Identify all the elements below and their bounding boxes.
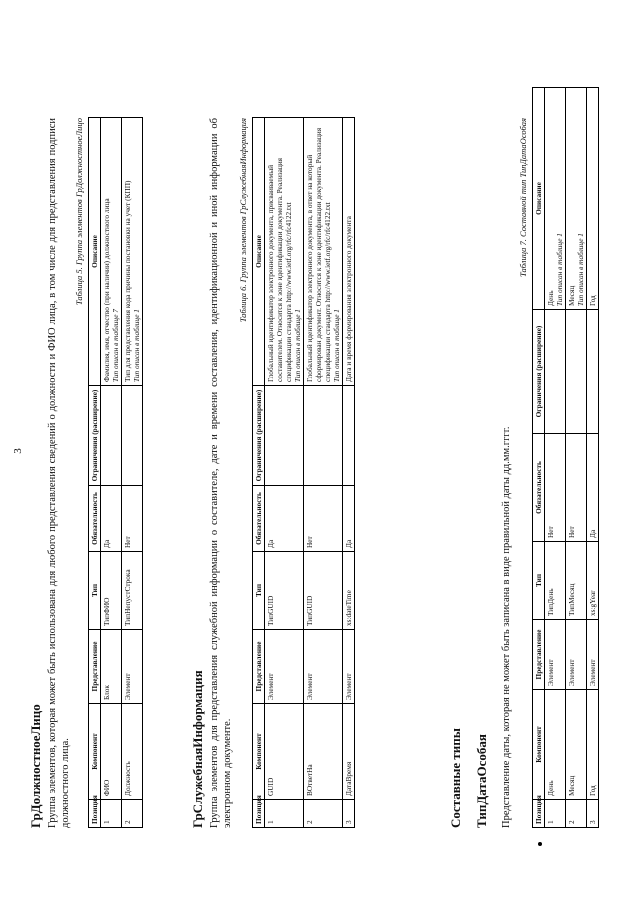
column-header: Позиция xyxy=(89,800,101,828)
cell-comp: ДатаВремя xyxy=(343,704,355,800)
page-number: 3 xyxy=(12,448,24,454)
description-line: Тип описан в таблице 7 xyxy=(111,309,120,382)
description-line: Тип для представления кода причины постановки на учет (КПП) xyxy=(123,180,132,382)
cell-desc xyxy=(343,118,355,386)
column-header: Описание xyxy=(533,88,545,310)
column-header: Обязательность xyxy=(253,486,265,552)
column-header: Ограничения (расширение) xyxy=(89,386,101,486)
cell-rep: Элемент xyxy=(545,620,566,690)
cell-limit xyxy=(304,386,343,486)
cell-limit xyxy=(566,310,587,434)
column-header: Описание xyxy=(89,118,101,386)
cell-type: ТипДень xyxy=(545,542,566,620)
column-header: Компонент xyxy=(89,704,101,800)
section-title-grsluzhebnayainformaciya: ГрСлужебнаяИнформация xyxy=(190,670,205,828)
section-title-grdolzhnostnoelico: ГрДолжностноеЛицо xyxy=(28,704,43,828)
column-header: Представление xyxy=(533,620,545,690)
table-row xyxy=(587,88,599,828)
cell-pos: 2 xyxy=(122,800,143,828)
cell-limit xyxy=(587,310,599,434)
description-line: Тип описан в таблице 1 xyxy=(576,233,585,306)
cell-type: ТипФИО xyxy=(101,552,122,630)
cell-limit xyxy=(122,386,143,486)
cell-comp: Месяц xyxy=(566,690,587,800)
column-header: Тип xyxy=(89,552,101,630)
description-line: Дата и время формирования электронного документа xyxy=(344,216,353,382)
description-line: Фамилия, имя, отчество (при наличии) должностного лица xyxy=(102,198,111,382)
cell-req: Нет xyxy=(122,486,143,552)
table-header-row xyxy=(89,118,101,828)
column-header: Ограничения (расширение) xyxy=(533,310,545,434)
cell-pos: 3 xyxy=(343,800,355,828)
description-line: Тип описан в таблице 1 xyxy=(132,309,141,382)
cell-desc xyxy=(101,118,122,386)
cell-pos: 2 xyxy=(304,800,343,828)
table-5 xyxy=(88,117,143,828)
cell-req: Нет xyxy=(566,434,587,542)
column-header: Обязательность xyxy=(89,486,101,552)
column-header: Компонент xyxy=(533,690,545,800)
cell-rep: Элемент xyxy=(304,630,343,704)
table-header-row xyxy=(533,88,545,828)
cell-limit xyxy=(545,310,566,434)
table-caption: Таблица 5. Группа элементов ГрДолжностноеЛицо xyxy=(74,118,84,306)
cell-comp: Год xyxy=(587,690,599,800)
table-row xyxy=(566,88,587,828)
section-paragraph: Группа элементов для представления служебной информации о составителе, дате и времени составления, идентификационной и иной информации об электронном документе. xyxy=(209,118,233,828)
description-line: Тип описан в таблице 1 xyxy=(332,309,341,382)
table-header-row xyxy=(253,118,265,828)
cell-type: ТипНепустСтрока xyxy=(122,552,143,630)
column-header: Обязательность xyxy=(533,434,545,542)
description-line: Тип описан в таблице 1 xyxy=(293,309,302,382)
cell-type: xs:gYear xyxy=(587,542,599,620)
column-header: Компонент xyxy=(253,704,265,800)
table-row xyxy=(122,118,143,828)
description-line: Месяц xyxy=(567,285,576,306)
cell-rep: Элемент xyxy=(265,630,304,704)
table-row xyxy=(343,118,355,828)
table-row xyxy=(545,88,566,828)
cell-req: Нет xyxy=(304,486,343,552)
cell-rep: Элемент xyxy=(587,620,599,690)
cell-rep: Элемент xyxy=(343,630,355,704)
cell-desc xyxy=(587,88,599,310)
cell-req: Нет xyxy=(545,434,566,542)
section-title-sostavnye-tipy: Составные типы xyxy=(448,728,463,828)
cell-limit xyxy=(343,386,355,486)
cell-limit xyxy=(101,386,122,486)
cell-pos: 1 xyxy=(101,800,122,828)
table-caption: Таблица 6. Группа элементов ГрСлужебнаяИнформация xyxy=(238,118,248,323)
cell-rep: Элемент xyxy=(122,630,143,704)
section-paragraph: Группа элементов, которая может быть использована для любого представления сведений о должности и ФИО лица, в том числе для представления подписи должностного лица. xyxy=(47,118,71,828)
column-header: Представление xyxy=(253,630,265,704)
cell-comp: ФИО xyxy=(101,704,122,800)
column-header: Описание xyxy=(253,118,265,386)
cell-desc xyxy=(545,88,566,310)
column-header: Тип xyxy=(253,552,265,630)
cell-type: ТипGUID xyxy=(265,552,304,630)
cell-pos: 1 xyxy=(265,800,304,828)
table-row xyxy=(101,118,122,828)
column-header: Представление xyxy=(89,630,101,704)
table-7 xyxy=(532,87,599,828)
cell-desc xyxy=(122,118,143,386)
cell-rep: Элемент xyxy=(566,620,587,690)
cell-pos: 1 xyxy=(545,800,566,828)
cell-pos: 2 xyxy=(566,800,587,828)
description-line: День xyxy=(546,290,555,306)
cell-req: Да xyxy=(101,486,122,552)
column-header: Ограничения (расширение) xyxy=(253,386,265,486)
cell-desc xyxy=(265,118,304,386)
description-line: Год xyxy=(588,295,597,306)
description-line: Тип описан в таблице 1 xyxy=(555,233,564,306)
cell-req: Да xyxy=(343,486,355,552)
cell-comp: GUID xyxy=(265,704,304,800)
cell-type: xs:dateTime xyxy=(343,552,355,630)
cell-type: ТипGUID xyxy=(304,552,343,630)
section-paragraph: Представление даты, которая не может быть записана в виде правильной даты дд.мм.гггг. xyxy=(501,426,512,828)
cell-desc xyxy=(304,118,343,386)
column-header: Позиция xyxy=(253,800,265,828)
column-header: Тип xyxy=(533,542,545,620)
description-line: Глобальный идентификатор электронного документа, в ответ на который сформирован документ. Относится к зоне идентификации документа. Реализация спецификации стандарта http://www.ietf.org/rfc/rfc4122.txt xyxy=(305,127,332,382)
cell-comp: День xyxy=(545,690,566,800)
cell-comp: ВОтветНа xyxy=(304,704,343,800)
table-row xyxy=(265,118,304,828)
table-row xyxy=(304,118,343,828)
cell-rep: Блок xyxy=(101,630,122,704)
cell-comp: Должность xyxy=(122,704,143,800)
table-caption: Таблица 7. Составной тип ТипДатаОсобая xyxy=(518,118,528,277)
cell-pos: 3 xyxy=(587,800,599,828)
scan-speck xyxy=(538,842,542,846)
table-6 xyxy=(252,117,355,828)
column-header: Позиция xyxy=(533,800,545,828)
cell-req: Да xyxy=(265,486,304,552)
cell-req: Да xyxy=(587,434,599,542)
cell-limit xyxy=(265,386,304,486)
cell-type: ТипМесяц xyxy=(566,542,587,620)
description-line: Глобальный идентификатор электронного документа, присваиваемый составителем. Относится к зоне идентификации документа. Реализация спецификации стандарта http://www.ietf.org/rfc/rfc4122.txt xyxy=(266,157,293,382)
section-title-tipdataosobaya: ТипДатаОсобая xyxy=(474,734,489,828)
cell-desc xyxy=(566,88,587,310)
